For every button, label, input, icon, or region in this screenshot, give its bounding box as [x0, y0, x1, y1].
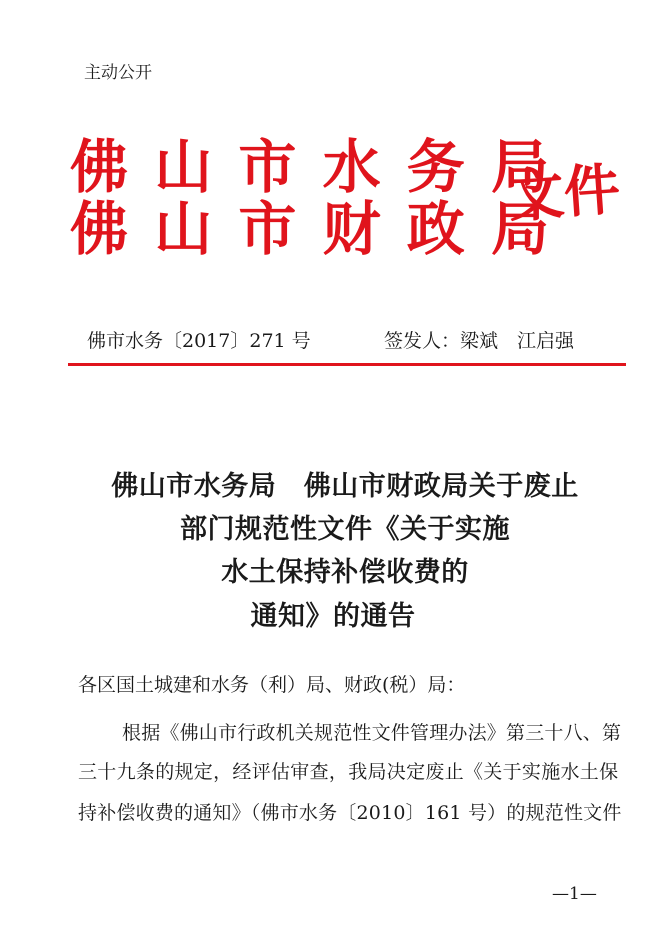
disclosure-label: 主动公开: [84, 63, 152, 83]
document-number: 佛市水务〔2017〕271 号: [87, 330, 311, 352]
addressee: 各区国土城建和水务（利）局、财政(税）局：: [78, 674, 466, 696]
issuer-water-bureau: 佛 山 市 水 务 局: [70, 133, 552, 201]
title-line-4: 通知》的通告: [250, 601, 416, 632]
title-line-1: 佛山市水务局 佛山市财政局关于废止: [111, 471, 579, 502]
title-line-3: 水土保持补偿收费的: [221, 557, 469, 588]
body-line-3: 持补偿收费的通知》（佛市水务〔2010〕161 号）的规范性文件: [78, 802, 622, 824]
signer-block: [384, 326, 574, 353]
red-divider-line: [68, 363, 626, 366]
issuer-finance-bureau: 佛 山 市 财 政 局: [70, 195, 552, 263]
body-line-1: 根据《佛山市行政机关规范性文件管理办法》第三十八、第: [122, 722, 622, 744]
title-line-2: 部门规范性文件《关于实施: [180, 514, 510, 545]
page-number: —1—: [552, 884, 597, 904]
signer-names: 梁斌 江启强: [460, 330, 575, 352]
body-line-2: 三十九条的规定，经评估审查，我局决定废止《关于实施水土保: [78, 761, 619, 783]
signer-label: 签发人：: [384, 330, 461, 352]
document-type-label: 文件: [505, 157, 623, 230]
